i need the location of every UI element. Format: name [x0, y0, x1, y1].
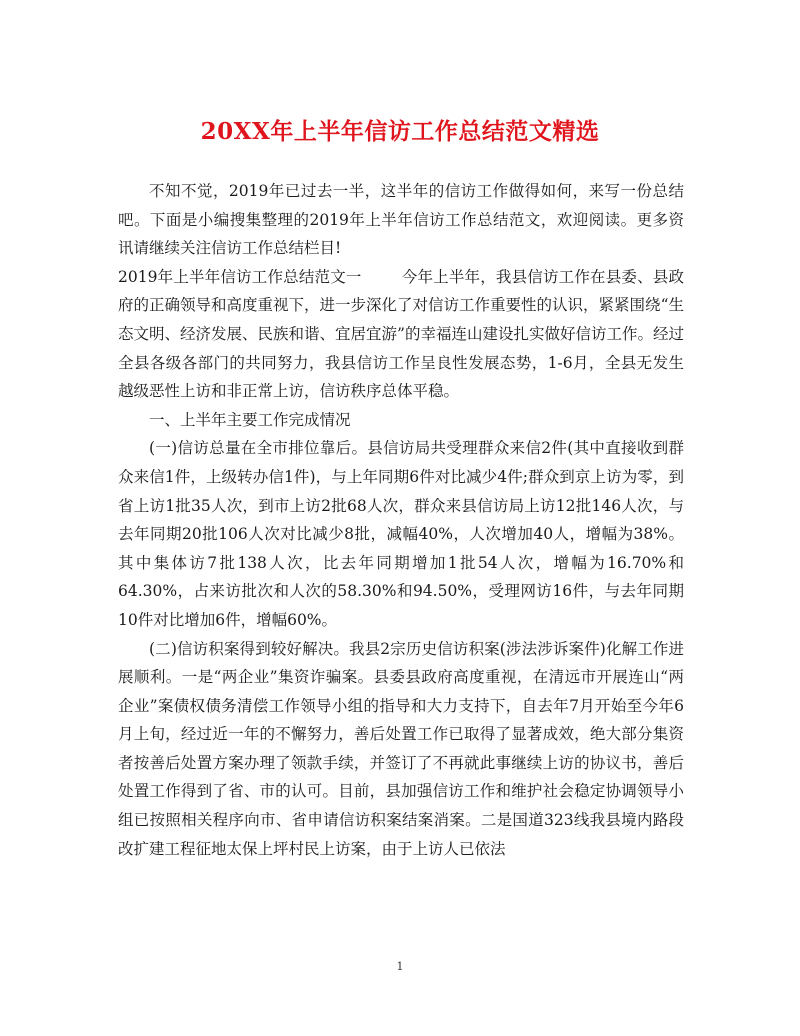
section-label: 2019年上半年信访工作总结范文一: [118, 267, 362, 286]
section-heading: 一、上半年主要工作完成情况: [149, 410, 351, 429]
intro-paragraph: 不知不觉，2019年已过去一半，这半年的信访工作做得如何，来写一份总结吧。下面是小编搜集整理的2019年上半年信访工作总结范文，欢迎阅读。更多资讯请继续关注信访工作总结栏目!: [118, 182, 684, 258]
section-text: 今年上半年，我县信访工作在县委、县政府的正确领导和高度重视下，进一步深化了对信访工作重要性的认识，紧紧围绕“生态文明、经济发展、民族和谐、宜居宜游”的幸福连山建设扎实做好信访工作。经过全县各级各部门的共同努力，我县信访工作呈良性发展态势，1-6月，全县无发生越级恶性上访和非正常上访，信访秩序总体平稳。: [118, 267, 684, 401]
page-number: 1: [396, 960, 404, 973]
document-body: [118, 177, 684, 863]
paragraph-backlog-cases: (二)信访积案得到较好解决。我县2宗历史信访积案(涉法涉诉案件)化解工作进展顺利。一是“两企业”集资诈骗案。县委县政府高度重视，在清远市开展连山“两企业”案债权债务清偿工作领导小组的指导和大力支持下，自去年7月开始至今年6月上旬，经过近一年的不懈努力，善后处置工作已取得了显著成效，绝大部分集资者按善后处置方案办理了领款手续，并签订了不再就此事继续上访的协议书，善后处置工作得到了省、市的认可。目前，县加强信访工作和维护社会稳定协调领导小组已按照相关程序向市、省申请信访积案结案消案。二是国道323线我县境内路段改扩建工程征地太保上坪村民上访案，由于上访人已依法: [118, 639, 684, 858]
paragraph-complaint-volume: (一)信访总量在全市排位靠后。县信访局共受理群众来信2件(其中直接收到群众来信1件，上级转办信1件)，与上年同期6件对比减少4件;群众到京上访为零，到省上访1批35人次，到市上访2批68人次，群众来县信访局上访12批146人次，与去年同期20批106人次对比减少8批，减幅40%，人次增加40人，增幅为38%。其中集体访7批138人次，比去年同期增加1批54人次，增幅为16.70%和64.30%，占来访批次和人次的58.30%和94.50%，受理网访16件，与去年同期10件对比增加6件，增幅60%。: [118, 439, 684, 629]
section-intro-paragraph: [118, 263, 684, 406]
document-title: 20XX年上半年信访工作总结范文精选: [200, 118, 600, 145]
